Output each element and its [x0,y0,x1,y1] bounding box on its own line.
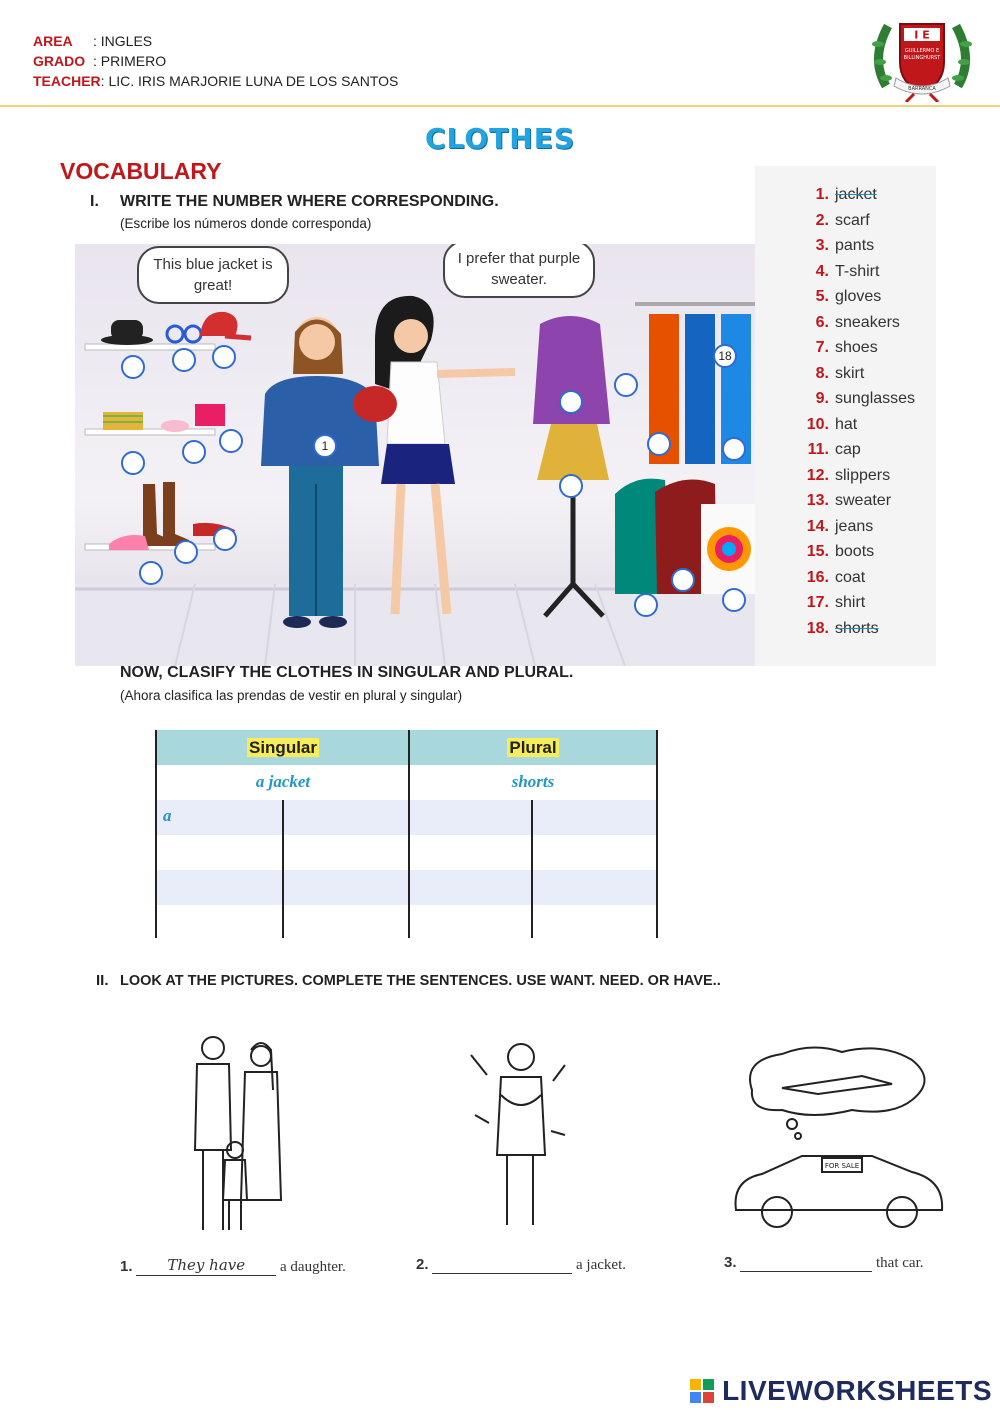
table-sub-divider-2 [531,800,533,938]
answer-circle-boots[interactable] [174,540,198,564]
area-label: AREA [33,33,73,49]
sentence-3 [724,1254,924,1272]
word-list-number: 1. [815,186,829,203]
word-list-word: shirt [835,594,866,611]
word-list-word: T-shirt [835,262,880,280]
sentence-3-number: 3. [724,1254,737,1271]
page-title: CLOTHES [424,122,576,155]
word-list-number: 10. [806,415,829,433]
clothes-store-scene [75,244,757,666]
liveworksheets-brand: LIVEWORKSHEETS [722,1375,992,1406]
sentence-1-end: a daughter. [280,1259,346,1275]
grado-label: GRADO [33,53,86,69]
word-list-number: 7. [815,339,829,356]
answer-circle-sunglasses[interactable] [172,348,196,372]
answer-circle-jacket[interactable]: 1 [313,434,337,458]
answer-circle-gloves[interactable] [121,451,145,475]
word-list-number: 12. [806,466,829,484]
answer-circle-hat[interactable] [121,355,145,379]
word-list-number: 14. [806,517,829,535]
logo-text-3: BILLINGHURST [903,55,941,61]
word-list-word: sweater [835,492,892,509]
liveworksheets-logo [690,1375,992,1407]
sentence-2-number: 2. [416,1256,429,1273]
example-plural: shorts [511,772,555,791]
word-list-item [800,594,865,612]
word-list-word: slippers [835,466,891,484]
table-sub-divider-1 [282,800,284,938]
word-list-item [800,237,874,255]
word-list-word: pants [835,237,875,254]
answer-circle-jeans[interactable] [722,437,746,461]
area-value: : INGLES [93,33,153,49]
sentence-1 [120,1256,346,1276]
logo-text-4: BARRANCA [908,86,936,92]
word-list-number: 15. [806,543,829,560]
vocabulary-heading: VOCABULARY [60,158,222,184]
word-list-item [800,543,874,561]
car-sketch [722,1040,952,1240]
speech-bubble-2: I prefer that purple sweater. [443,244,595,298]
word-list-number: 8. [815,364,829,382]
word-list-number: 2. [815,211,829,229]
word-list-number: 5. [815,288,829,305]
instruction-2: LOOK AT THE PICTURES. COMPLETE THE SENTENCES. USE WANT. NEED. OR HAVE.. [120,973,721,989]
area-line [33,33,152,49]
teacher-label: TEACHER [33,73,101,89]
word-list-item [800,492,891,510]
word-list-word: shorts [835,619,879,637]
word-list-item [800,314,900,332]
speech-bubble-1: This blue jacket is great! [137,246,289,304]
sentence-1-blank[interactable] [136,1256,276,1276]
word-list-number: 13. [806,492,829,509]
table-row [157,870,657,905]
answer-circle-shorts[interactable]: 18 [713,344,737,368]
answer-circle-sweater[interactable] [559,390,583,414]
answer-circle-cap[interactable] [212,345,236,369]
word-list-word: scarf [835,211,870,229]
word-list-number: 6. [815,313,829,331]
instruction-1-sub: (Escribe los números donde corresponda) [120,216,372,231]
logo-text-ie: I E [914,28,930,42]
teacher-value: : LIC. IRIS MARJORIE LUNA DE LOS SANTOS [100,73,399,89]
sentence-3-blank[interactable] [740,1254,872,1272]
word-list-word: jeans [835,517,874,535]
word-list-word: gloves [835,288,882,305]
word-list-item [800,518,873,536]
word-list-item [800,365,864,383]
sentence-1-number: 1. [120,1258,133,1275]
instruction-classify-sub: (Ahora clasifica las prendas de vestir en plural y singular) [120,688,463,703]
word-list-word: jacket [835,186,877,203]
word-list-word: sunglasses [835,390,916,407]
table-border-right [656,730,658,938]
for-sale-sign: FOR SALE [824,1162,860,1170]
word-list-item [800,186,877,204]
sentence-1-answer: They have [167,1256,246,1274]
word-list-word: sneakers [835,313,900,331]
word-list-word: skirt [835,364,865,382]
word-list-number: 4. [815,262,829,280]
word-list-word: coat [835,568,866,586]
word-list-number: 16. [806,568,829,586]
instruction-2-number: II. [96,972,109,989]
answer-circle-sneakers[interactable] [139,561,163,585]
logo-text-2: GUILLERMO E [904,48,940,54]
answer-circle-tshirt-2[interactable] [722,588,746,612]
word-list-number: 9. [815,390,829,407]
answer-circle-tshirt[interactable] [634,593,658,617]
col-header-singular: Singular [157,730,409,765]
word-list-word: boots [835,543,875,560]
school-logo [866,14,978,102]
col-header-plural: Plural [409,730,657,765]
teacher-line [33,73,398,89]
word-list-word: cap [835,441,861,458]
word-list-item [800,212,870,230]
word-list-number: 17. [806,594,829,611]
sentence-3-end: that car. [876,1255,924,1271]
word-list-item [800,620,879,638]
cold-man-sketch [465,1035,575,1235]
answer-circle-shoes[interactable] [213,527,237,551]
family-sketch [185,1030,285,1240]
answer-circle-pants[interactable] [647,432,671,456]
liveworksheets-icon [690,1379,714,1403]
word-list-number: 18. [806,619,829,637]
word-list-item [800,569,865,587]
word-list-item [800,441,861,459]
example-singular: a jacket [255,772,311,791]
word-list-item [800,416,857,434]
classify-table [155,730,658,938]
answer-circle-slippers[interactable] [182,440,206,464]
answer-circle-coat[interactable] [671,568,695,592]
article-a: a [163,806,172,825]
instruction-1-number: I. [90,193,99,210]
sentence-2-blank[interactable] [432,1256,572,1274]
word-list-word: shoes [835,339,878,356]
grado-line [33,53,166,69]
table-divider [408,730,410,938]
instruction-1: WRITE THE NUMBER WHERE CORRESPONDING. [120,193,499,210]
word-list-item [800,467,890,485]
answer-circle-shirt[interactable] [614,373,638,397]
answer-circle-scarf[interactable] [219,429,243,453]
word-list-number: 3. [815,237,829,254]
word-list-item [800,288,881,306]
instruction-classify: NOW, CLASIFY THE CLOTHES IN SINGULAR AND PLURAL. [120,664,574,681]
word-list-item [800,263,879,281]
sentence-2-end: a jacket. [576,1257,626,1273]
word-list-number: 11. [807,441,829,458]
word-list-item [800,339,878,357]
table-border-left [155,730,157,938]
word-list-item [800,390,915,408]
grado-value: : PRIMERO [93,53,167,69]
answer-circle-skirt[interactable] [559,474,583,498]
sentence-2 [416,1256,626,1274]
word-list-word: hat [835,415,858,433]
header-rule [0,105,1000,107]
table-row [157,800,657,835]
